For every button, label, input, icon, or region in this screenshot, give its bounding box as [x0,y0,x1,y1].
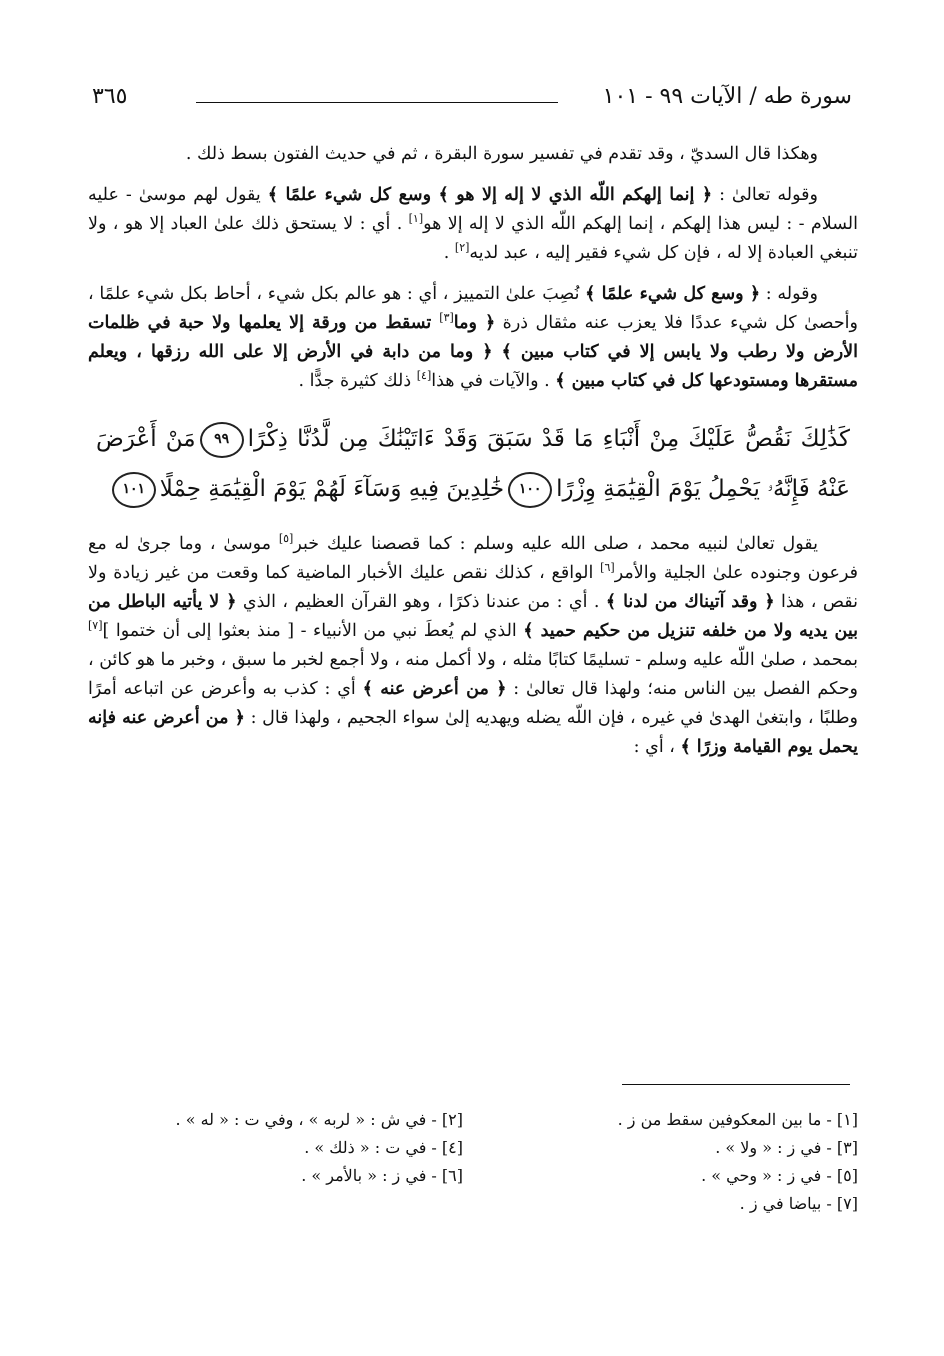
paragraph-2 [88,181,858,268]
footnote-4: [٤] - في ت : « ذلك » . [304,1138,463,1157]
footnote-ref: [٦] [600,561,615,575]
verse-quote: ﴿ لا يأتيه الباطل من بين يديه ولا من خلفه تنزيل من حكيم حميد ﴾ [88,592,858,641]
footnote-ref: [٢] [454,241,470,255]
text-run: يقول لهم موسىٰ - عليه السلام - : ليس هذا إلهكم ، إنما إلهكم اللّه الذي لا إله إلا هو [88,185,858,234]
page [88,78,858,1278]
text-run: يقول تعالىٰ لنبيه محمد ، صلى الله عليه وسلم : كما قصصنا عليك خبر [293,534,819,554]
text-run: موسىٰ ، وما جرىٰ له مع فرعون وجنوده علىٰ الجلية والأمر [88,534,858,583]
verse-quote: ﴿ وسع كل شيء علمًا ﴾ [585,284,761,304]
verse-quote: ﴿ من أعرض عنه فإنه يحمل يوم القيامة وزرًا ﴾ [88,708,858,757]
text-run: . أي : لا يستحق ذلك علىٰ العباد إلا هو ، ولا تنبغي العبادة إلا له ، فإن كل شيء فقير إليه ، عبد لديه [88,214,858,263]
footnote-6: [٦] - في ز : « بالأمر » . [301,1166,463,1185]
footnote-3: [٣] - في ز : « ولا » . [715,1138,858,1157]
footnote-rule [622,1084,850,1085]
verse-101: خَٰلِدِينَ فِيهِ وَسَآءَ لَهُمْ يَوْمَ الْقِيَٰمَةِ حِمْلًا [159,476,505,502]
text-run: الذي لم يُعطَ نبي من الأنبياء - [ منذ بعثوا إلى أن ختموا ] [102,621,524,641]
paragraph-4 [88,530,858,762]
running-title: سورة طه / الآيات ٩٩ - ١٠١ [602,84,852,109]
footnote-5: [٥] - في ز : « وحي » . [701,1166,858,1185]
text-run: . والآيات في هذا [431,371,556,391]
text-run: وقوله : [760,284,818,304]
verse-99: كَذَٰلِكَ نَقُصُّ عَلَيْكَ مِنْ أَنْبَاءِ مَا قَدْ سَبَقَ وَقَدْ ءَاتَيْنَٰكَ مِن لَّدُنَّا ذِكْرًا [247,426,850,452]
main-text [88,140,858,762]
text-run: بمحمد ، صلىٰ اللّه عليه وسلم - تسليمًا كتابًا مثله ، ولا أكمل منه ، ولا أجمع لخبر ما سبق ، وخبر ما هو كائن ، وحكم الفصل بين الناس منه؛ ولهذا قال تعالىٰ : [88,650,858,699]
header-rule [196,102,558,103]
verse-number-marker: ٩٩ [200,422,244,458]
page-header [88,78,858,118]
verse-quote: تسقط من ورقة إلا يعلمها ولا حبة في ظلمات الأرض ولا رطب ولا يابس إلا في كتاب مبين ﴾ ﴿ وما من دابة في الأرض إلا على الله رزقها ، ويعلم مستقرها ومستودعها كل في كتاب مبين ﴾ [88,313,858,391]
footnote-ref: [٥] [278,532,294,546]
text-run: الواقع ، كذلك نقص عليك الأخبار الماضية كما وقعت من غير زيادة ولا نقص ، هذا [88,563,858,612]
footnote-ref: [١] [408,212,424,226]
footnote-1: [١] - ما بين المعكوفين سقط من ز . [617,1110,858,1129]
verse-quote: ﴿ من أعرض عنه ﴾ [362,679,507,699]
quran-verses [96,414,850,514]
page-number: ٣٦٥ [92,84,128,109]
footnotes [88,1106,858,1218]
verse-quote: ﴿ إنما إلهكم اللّه الذي لا إله إلا هو ﴾ وسع كل شيء علمًا ﴾ [267,185,713,205]
text-run: ، أي : [633,737,681,757]
footnote-2: [٢] - في ش : « لربه » ، وفي ت : « له » . [175,1110,463,1129]
paragraph-1: وهكذا قال السديّ ، وقد تقدم في تفسير سورة البقرة ، ثم في حديث الفتون بسط ذلك . [185,144,818,164]
text-run: أي : كذب به وأعرض عن اتباعه أمرًا وطلبًا ، وابتغىٰ الهدىٰ في غيره ، فإن اللّه يضله ويهديه إلىٰ سواء الجحيم ، ولهذا قال : [88,679,858,728]
footnote-ref: [٤] [416,369,432,383]
paragraph-3 [88,280,858,396]
footnote-7: [٧] - بياضا في ز . [739,1194,858,1213]
verse-number-marker: ١٠٠ [508,472,552,508]
verse-100: مَنْ أَعْرَضَ عَنْهُ فَإِنَّهُۥ يَحْمِلُ يَوْمَ الْقِيَٰمَةِ وِزْرًا [96,426,850,502]
text-run: نُصِبَ علىٰ التمييز ، أي : هو عالم بكل شيء ، أحاط بكل شيء علمًا ، وأحصىٰ كل شيء عددًا فلا يعزب عنه مثقال ذرة [88,284,858,333]
footnote-ref: [٧] [88,619,103,633]
verse-number-marker: ١٠١ [112,472,156,508]
text-run: . أي : من عندنا ذكرًا ، وهو القرآن العظيم ، الذي [236,592,606,612]
verse-quote: ﴿ وقد آتيناك من لدنا ﴾ [605,592,775,612]
text-run: . [443,243,455,263]
verse-quote: ﴿ وما [453,313,496,333]
text-run: ذلك كثيرة جدًّا . [298,371,417,391]
text-run: وقوله تعالىٰ : [712,185,818,205]
footnote-ref: [٣] [439,311,454,325]
